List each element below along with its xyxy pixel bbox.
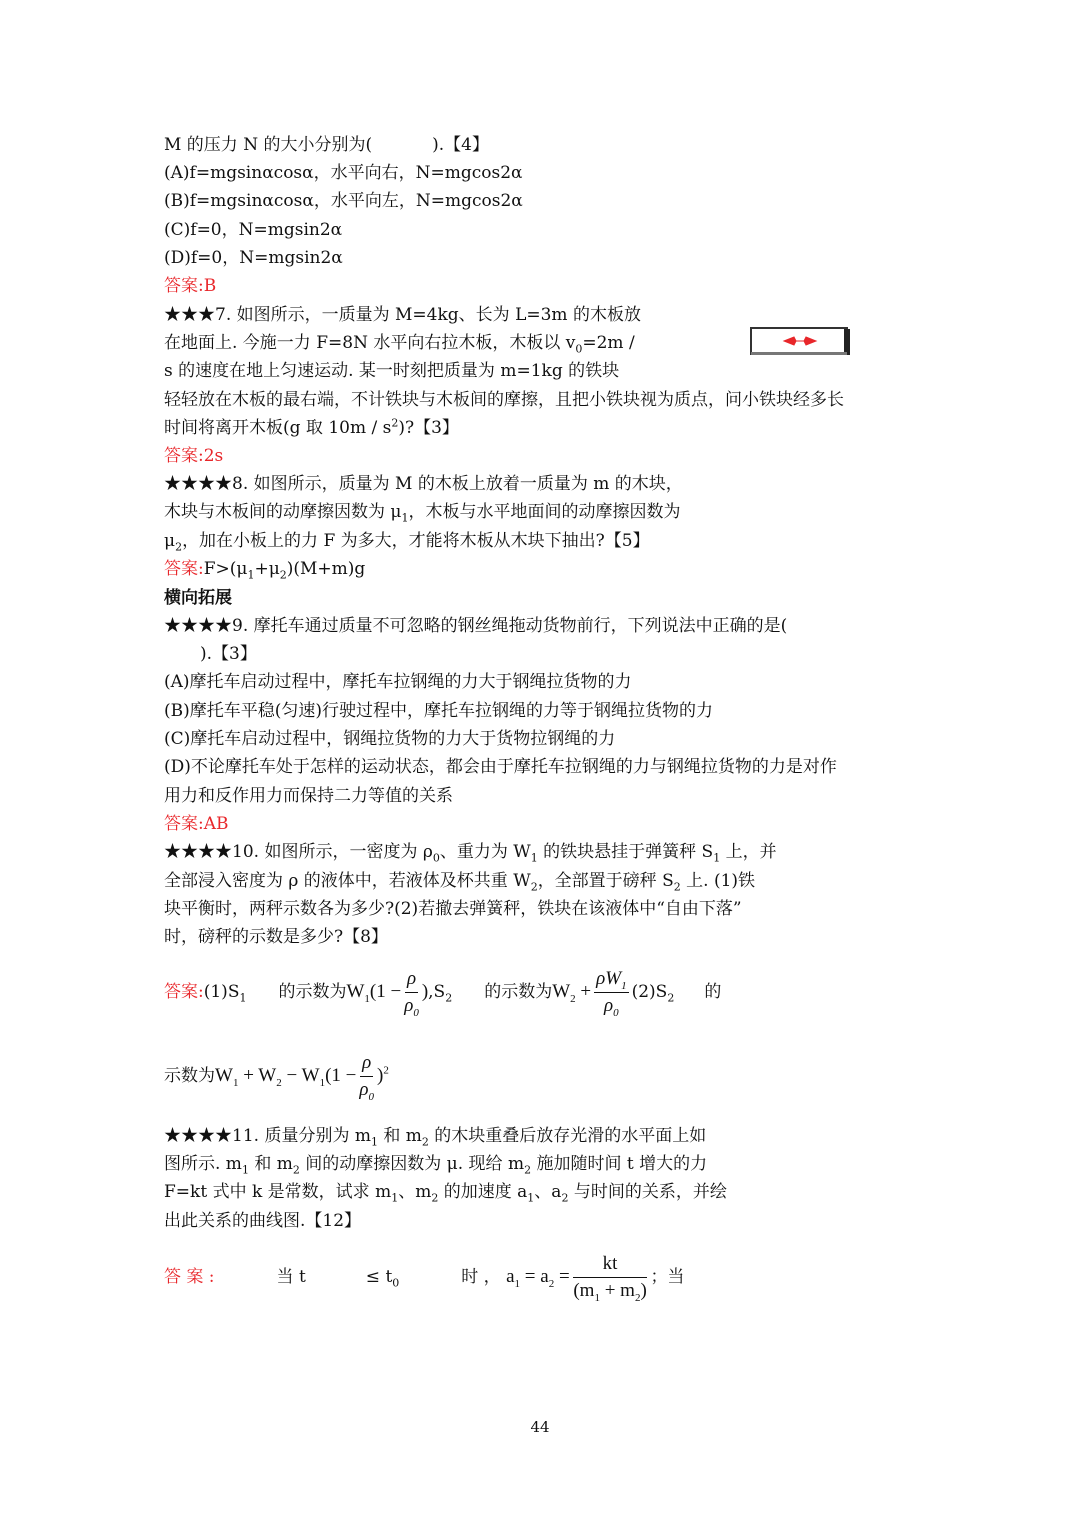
q7-line-1: ★★★7. 如图所示，一质量为 M=4kg、长为 L=3m 的木板放	[164, 305, 641, 325]
q7-line-4: 轻轻放在木板的最右端，不计铁块与木板间的摩擦，且把小铁块视为质点，问小铁块经多长	[164, 390, 844, 410]
q6-option-c: (C)f=0，N=mgsin2α	[164, 220, 343, 240]
board-figure	[750, 327, 852, 357]
page-number: 44	[530, 1418, 550, 1436]
q6-option-d: (D)f=0，N=mgsin2α	[164, 248, 343, 268]
q9-option-a: (A)摩托车启动过程中，摩托车拉钢绳的力大于钢绳拉货物的力	[164, 672, 632, 692]
q11-line-1: ★★★★11. 质量分别为 $m_1$ 和 $m_2$ 的木块重叠后放存光滑的水平面上如	[164, 1126, 707, 1149]
q11-line-4: 出此关系的曲线图.【12】	[164, 1211, 362, 1231]
q9-line-1: ★★★★9. 摩托车通过质量不可忽略的钢丝绳拖动货物前行，下列说法中正确的是(	[164, 616, 788, 636]
q7-line-2: 在地面上. 今施一力 F=8N 水平向右拉木板，木板以 $v_0=2m$ /	[164, 333, 635, 356]
section-heading: 横向拓展	[164, 588, 232, 608]
q6-stem-tail: M 的压力 N 的大小分别为( ).【4】	[164, 135, 489, 155]
q10-line-3: 块平衡时，两秤示数各为多少?(2)若撤去弹簧秤，铁块在该液体中“自由下落”	[164, 899, 742, 919]
q10-answer-2: 示数为$W_1 + W_2 - W_1(1$ − $\frac{\rho}{\rho_0}$ )$^2$	[164, 1052, 389, 1103]
q8-line-1: ★★★★8. 如图所示，质量为 M 的木板上放着一质量为 m 的木块，	[164, 474, 683, 494]
q11-answer: 答 案 : 当 $t \le t_0$ 时 ， $a_1 = a_2$ = $\frac{kt}{(m_1 + m_2)}$ ；当	[164, 1253, 685, 1304]
q10-line-1: ★★★★10. 如图所示，一密度为 $\rho_0$、重力为 $W_1$ 的铁块悬挂于弹簧秤 $S_1$ 上，并	[164, 842, 777, 865]
q9-option-d-2: 用力和反作用力而保持二力等值的关系	[164, 786, 453, 806]
q9-option-c: (C)摩托车启动过程中，钢绳拉货物的力大于货物拉钢绳的力	[164, 729, 616, 749]
q8-line-3: $\mu_2$，加在小板上的力 F 为多大，才能将木板从木块下抽出?【5】	[164, 531, 650, 554]
q10-line-2: 全部浸入密度为 ρ 的液体中，若液体及杯共重 $W_2$，全部置于磅秤 $S_2$ 上. (1)铁	[164, 871, 756, 894]
q9-line-2: ).【3】	[200, 644, 257, 664]
q7-line-3: s 的速度在地上匀速运动. 某一时刻把质量为 m=1kg 的铁块	[164, 361, 620, 381]
q8-answer: 答案$:F>(\mu_1+\mu_2)(M+m)g$	[164, 559, 366, 582]
q11-line-3: F=kt 式中 k 是常数，试求 $m_1$、$m_2$ 的加速度 $a_1$、$a_2$ 与时间的关系，并绘	[164, 1182, 727, 1205]
q6-option-a: (A)f=mgsinαcosα，水平向右，N=mgcos2α	[164, 163, 523, 183]
q8-line-2: 木块与木板间的动摩擦因数为 $\mu_1$，木板与水平地面间的动摩擦因数为	[164, 502, 681, 525]
q9-answer: 答案:AB	[164, 814, 229, 834]
q6-answer: 答案:B	[164, 276, 217, 296]
q9-option-b: (B)摩托车平稳(匀速)行驶过程中，摩托车拉钢绳的力等于钢绳拉货物的力	[164, 701, 714, 721]
q6-option-b: (B)f=mgsinαcosα，水平向左，N=mgcos2α	[164, 191, 523, 211]
q11-line-2: 图所示. $m_1$ 和 $m_2$ 间的动摩擦因数为 μ. 现给 $m_2$ 施加随时间 t 增大的力	[164, 1154, 708, 1177]
q10-answer-1: 答案$:(1)S_1$ 的示数为$W_1(1$ − $\frac{\rho}{\rho_0}$ )$,S_2$ 的示数为$W_2$ + $\frac{\rho W_1}{\rho_0}$ $(2)S_2$ 的	[164, 968, 722, 1019]
q7-answer: 答案:2s	[164, 446, 224, 466]
q10-line-4: 时，磅秤的示数是多少?【8】	[164, 927, 388, 947]
q9-option-d-1: (D)不论摩托车处于怎样的运动状态，都会由于摩托车拉钢绳的力与钢绳拉货物的力是对作	[164, 757, 837, 777]
q7-line-5: 时间将离开木板(g 取 $10m / s^2$)?【3】	[164, 416, 459, 438]
